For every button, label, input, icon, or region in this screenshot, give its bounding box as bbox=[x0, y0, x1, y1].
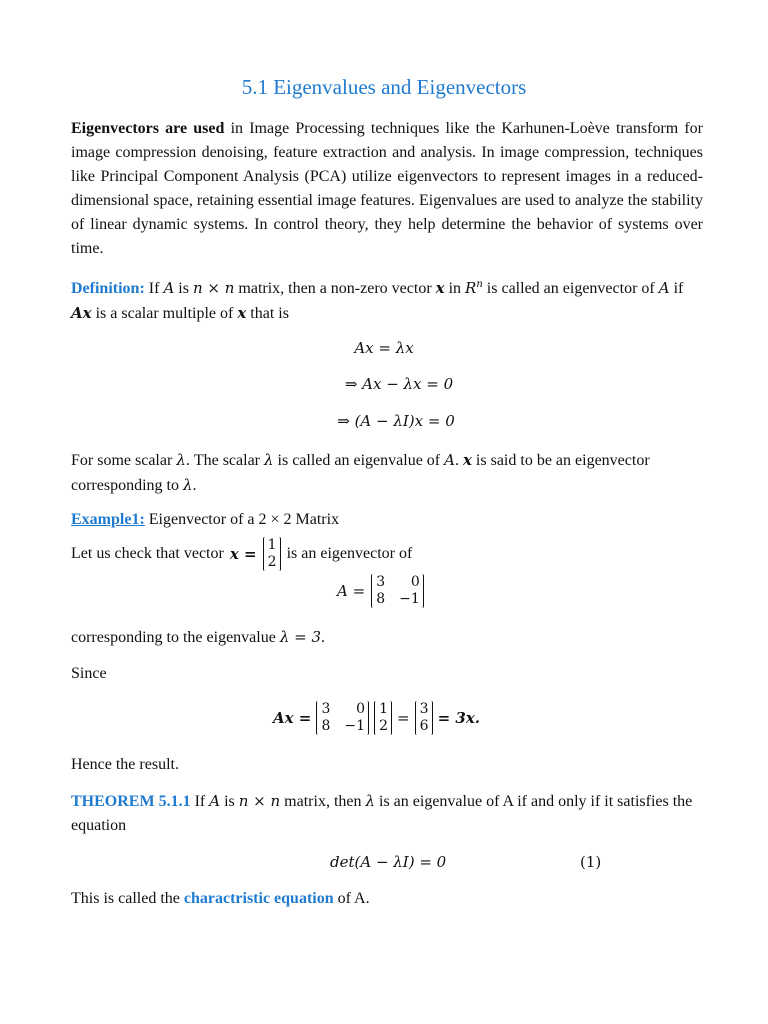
definition-text: is a scalar multiple of bbox=[95, 305, 234, 322]
vector-entry: 3 bbox=[419, 701, 429, 717]
equation-1: Ax = λx bbox=[354, 339, 414, 357]
intro-text: in Image Processing techniques like the Karhunen-Loève transform for image compression denoising, feature extraction and analysis. In image compression, techniques like Principal Component Analysis (PCA) utilize eigenvectors to represent images in a reduced-dimensional space, retaining essential image features. Eigenvalues are used to analyze the stability of linear dynamic systems. In control theory, they help determine the behavior of systems over time. bbox=[71, 120, 704, 257]
vector-x bbox=[374, 701, 392, 735]
math-lambda-equals: λ = 3 bbox=[279, 628, 321, 646]
definition-label: Definition: bbox=[71, 280, 145, 297]
math-result: = 3x. bbox=[437, 709, 480, 727]
scalar-note-text: is called an eigenvalue of bbox=[277, 452, 441, 469]
math-x-equals: x = bbox=[229, 545, 257, 563]
characteristic-equation-term: charactristic equation bbox=[183, 890, 334, 907]
math-Ax-equals: Ax = bbox=[273, 709, 312, 727]
math-n-superscript: n bbox=[476, 279, 483, 290]
math-Ax: Ax bbox=[71, 304, 92, 322]
theorem-label: THEOREM 5.1.1 bbox=[71, 793, 191, 810]
page-title: 5.1 Eigenvalues and Eigenvectors bbox=[241, 75, 527, 99]
math-lambda: λ bbox=[182, 476, 193, 494]
definition-text: in bbox=[448, 280, 462, 297]
hence-line: Hence the result. bbox=[71, 756, 179, 773]
matrix-entry: 8 bbox=[321, 718, 331, 734]
math-A: A bbox=[444, 451, 455, 469]
math-lambda: λ bbox=[264, 451, 274, 469]
definition-paragraph bbox=[71, 273, 703, 326]
matrix-entry: 8 bbox=[376, 591, 386, 607]
verification-equation bbox=[273, 701, 480, 735]
equation-2: ⇒ Ax − λx = 0 bbox=[344, 375, 454, 393]
definition-text: that is bbox=[250, 305, 289, 322]
equation-3: ⇒ (A − λI)x = 0 bbox=[337, 412, 455, 430]
vector-entry: 2 bbox=[379, 718, 389, 734]
math-A-equals: A = bbox=[337, 582, 366, 600]
math-nxn: n × n bbox=[238, 792, 281, 810]
math-lambda: λ bbox=[365, 792, 375, 810]
math-Rn bbox=[465, 279, 483, 297]
definition-text: is called an eigenvector of bbox=[486, 280, 655, 297]
example-heading bbox=[71, 508, 703, 532]
closing-paragraph bbox=[71, 887, 703, 911]
matrix-entry: −1 bbox=[399, 591, 420, 607]
definition-text: if bbox=[673, 280, 684, 297]
vector-entry: 1 bbox=[379, 701, 389, 717]
scalar-note-text: . The scalar bbox=[185, 452, 261, 469]
closing-text: This is called the bbox=[71, 890, 180, 907]
vector-x bbox=[263, 537, 281, 571]
intro-lead: Eigenvectors are used bbox=[71, 120, 225, 137]
definition-text: If bbox=[148, 280, 160, 297]
math-equals: = bbox=[397, 709, 410, 727]
example-title: Eigenvector of a 2 × 2 Matrix bbox=[148, 511, 340, 528]
example-check-line bbox=[71, 537, 703, 571]
math-lambda: λ bbox=[176, 451, 186, 469]
matrix-entry: 0 bbox=[410, 574, 420, 590]
math-A: A bbox=[163, 279, 175, 297]
math-A: A bbox=[209, 792, 221, 810]
theorem-text: If bbox=[194, 793, 206, 810]
matrix-A bbox=[316, 701, 369, 735]
scalar-note-text: . bbox=[454, 452, 459, 469]
theorem-text: is bbox=[224, 793, 235, 810]
example-label[interactable]: Example1: bbox=[71, 511, 145, 528]
since-line: Since bbox=[71, 665, 107, 682]
matrix-entry: −1 bbox=[344, 718, 366, 734]
example-text: . bbox=[320, 629, 325, 646]
example-text: Let us check that vector bbox=[71, 545, 224, 562]
scalar-note-text: For some scalar bbox=[71, 452, 173, 469]
scalar-note-text: is said to be an eigenvector corresponding to bbox=[71, 452, 650, 494]
definition-text: is bbox=[178, 280, 189, 297]
matrix-A bbox=[371, 574, 424, 608]
example-text: corresponding to the eigenvalue bbox=[71, 629, 276, 646]
theorem-text: is an eigenvalue of A if and only if it satisfies the equation bbox=[71, 793, 693, 834]
matrix-entry: 3 bbox=[321, 701, 331, 717]
math-x: x bbox=[435, 279, 445, 297]
theorem-paragraph bbox=[71, 789, 703, 838]
definition-text: matrix, then a non-zero vector bbox=[238, 280, 432, 297]
math-x: x bbox=[462, 451, 472, 469]
vector-entry: 6 bbox=[419, 718, 429, 734]
matrix-entry: 0 bbox=[356, 701, 366, 717]
result-vector bbox=[415, 701, 433, 735]
matrix-entry: 3 bbox=[376, 574, 386, 590]
matrix-A-line bbox=[337, 574, 424, 608]
theorem-text: matrix, then bbox=[284, 793, 362, 810]
example-text: is an eigenvector of bbox=[286, 545, 413, 562]
math-R: R bbox=[465, 279, 477, 297]
math-x: x bbox=[237, 304, 247, 322]
characteristic-equation: det(A − λI) = 0 bbox=[330, 853, 447, 871]
intro-paragraph bbox=[71, 117, 703, 261]
scalar-note-paragraph bbox=[71, 448, 703, 498]
equation-number: (1) bbox=[580, 853, 602, 871]
vector-entry: 1 bbox=[267, 537, 277, 553]
scalar-note-text: . bbox=[192, 477, 197, 494]
eigenvalue-line bbox=[71, 625, 703, 650]
math-nxn: n × n bbox=[192, 279, 235, 297]
math-A: A bbox=[658, 279, 670, 297]
closing-text: of A. bbox=[337, 890, 370, 907]
vector-entry: 2 bbox=[267, 554, 277, 570]
